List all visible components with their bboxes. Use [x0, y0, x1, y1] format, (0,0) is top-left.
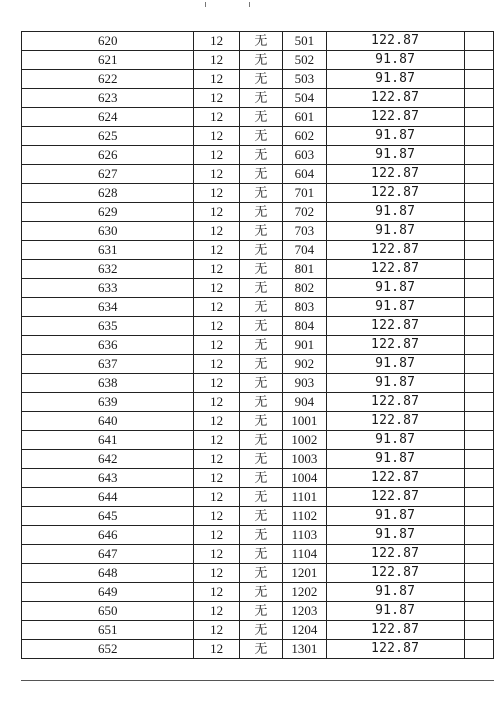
table-row	[22, 469, 494, 488]
area-cell: 122.87	[326, 564, 464, 583]
table-row	[22, 602, 494, 621]
type-cell: 无	[239, 146, 282, 165]
area-cell: 122.87	[326, 545, 464, 564]
type-cell: 无	[239, 127, 282, 146]
floors-cell: 12	[194, 602, 239, 621]
room-number-cell: 901	[283, 336, 327, 355]
row-number-cell: 631	[22, 241, 194, 260]
room-number-cell: 702	[283, 203, 327, 222]
area-cell: 122.87	[326, 412, 464, 431]
type-cell: 无	[239, 431, 282, 450]
area-cell: 122.87	[326, 241, 464, 260]
room-number-cell: 1102	[283, 507, 327, 526]
floors-cell: 12	[194, 241, 239, 260]
table-row	[22, 165, 494, 184]
floors-cell: 12	[194, 488, 239, 507]
table-row	[22, 412, 494, 431]
type-cell: 无	[239, 260, 282, 279]
area-cell: 122.87	[326, 621, 464, 640]
table-row	[22, 32, 494, 51]
cut-off-column-cell	[464, 184, 493, 203]
cut-off-column-cell	[464, 146, 493, 165]
cut-off-column-cell	[464, 298, 493, 317]
page-bottom-line	[21, 680, 494, 681]
room-number-cell: 1203	[283, 602, 327, 621]
unit-area-table	[21, 31, 494, 659]
row-number-cell: 652	[22, 640, 194, 659]
floors-cell: 12	[194, 70, 239, 89]
type-cell: 无	[239, 640, 282, 659]
row-number-cell: 651	[22, 621, 194, 640]
row-number-cell: 635	[22, 317, 194, 336]
table-row	[22, 184, 494, 203]
room-number-cell: 701	[283, 184, 327, 203]
area-cell: 91.87	[326, 146, 464, 165]
room-number-cell: 602	[283, 127, 327, 146]
row-number-cell: 623	[22, 89, 194, 108]
table-row	[22, 583, 494, 602]
cut-off-column-cell	[464, 203, 493, 222]
table-row	[22, 298, 494, 317]
table-row	[22, 393, 494, 412]
type-cell: 无	[239, 488, 282, 507]
area-cell: 122.87	[326, 336, 464, 355]
table-row	[22, 89, 494, 108]
room-number-cell: 1001	[283, 412, 327, 431]
table-row	[22, 108, 494, 127]
cut-off-column-cell	[464, 412, 493, 431]
floors-cell: 12	[194, 279, 239, 298]
row-number-cell: 632	[22, 260, 194, 279]
row-number-cell: 644	[22, 488, 194, 507]
area-cell: 122.87	[326, 32, 464, 51]
table-row	[22, 222, 494, 241]
cut-off-column-cell	[464, 279, 493, 298]
type-cell: 无	[239, 336, 282, 355]
scan-tick-mark	[205, 2, 206, 7]
row-number-cell: 647	[22, 545, 194, 564]
row-number-cell: 634	[22, 298, 194, 317]
floors-cell: 12	[194, 526, 239, 545]
type-cell: 无	[239, 89, 282, 108]
room-number-cell: 603	[283, 146, 327, 165]
area-cell: 122.87	[326, 184, 464, 203]
cut-off-column-cell	[464, 450, 493, 469]
floors-cell: 12	[194, 507, 239, 526]
cut-off-column-cell	[464, 583, 493, 602]
room-number-cell: 902	[283, 355, 327, 374]
floors-cell: 12	[194, 564, 239, 583]
table-row	[22, 564, 494, 583]
floors-cell: 12	[194, 412, 239, 431]
type-cell: 无	[239, 203, 282, 222]
row-number-cell: 627	[22, 165, 194, 184]
type-cell: 无	[239, 108, 282, 127]
floors-cell: 12	[194, 355, 239, 374]
type-cell: 无	[239, 241, 282, 260]
type-cell: 无	[239, 51, 282, 70]
floors-cell: 12	[194, 260, 239, 279]
floors-cell: 12	[194, 146, 239, 165]
type-cell: 无	[239, 602, 282, 621]
floors-cell: 12	[194, 640, 239, 659]
room-number-cell: 604	[283, 165, 327, 184]
type-cell: 无	[239, 507, 282, 526]
row-number-cell: 624	[22, 108, 194, 127]
table-row	[22, 374, 494, 393]
cut-off-column-cell	[464, 108, 493, 127]
room-number-cell: 1104	[283, 545, 327, 564]
area-cell: 91.87	[326, 70, 464, 89]
type-cell: 无	[239, 374, 282, 393]
room-number-cell: 703	[283, 222, 327, 241]
floors-cell: 12	[194, 336, 239, 355]
table-row	[22, 355, 494, 374]
room-number-cell: 503	[283, 70, 327, 89]
type-cell: 无	[239, 526, 282, 545]
table-row	[22, 545, 494, 564]
table-row	[22, 279, 494, 298]
type-cell: 无	[239, 298, 282, 317]
row-number-cell: 621	[22, 51, 194, 70]
row-number-cell: 638	[22, 374, 194, 393]
row-number-cell: 646	[22, 526, 194, 545]
area-cell: 122.87	[326, 469, 464, 488]
floors-cell: 12	[194, 184, 239, 203]
area-cell: 122.87	[326, 488, 464, 507]
area-cell: 91.87	[326, 298, 464, 317]
cut-off-column-cell	[464, 621, 493, 640]
row-number-cell: 650	[22, 602, 194, 621]
table-row	[22, 507, 494, 526]
row-number-cell: 630	[22, 222, 194, 241]
room-number-cell: 1202	[283, 583, 327, 602]
area-cell: 91.87	[326, 279, 464, 298]
cut-off-column-cell	[464, 602, 493, 621]
cut-off-column-cell	[464, 222, 493, 241]
table-row	[22, 51, 494, 70]
table-row	[22, 127, 494, 146]
floors-cell: 12	[194, 393, 239, 412]
area-cell: 122.87	[326, 393, 464, 412]
area-cell: 122.87	[326, 317, 464, 336]
floors-cell: 12	[194, 108, 239, 127]
area-cell: 91.87	[326, 203, 464, 222]
table-row	[22, 526, 494, 545]
cut-off-column-cell	[464, 374, 493, 393]
area-cell: 91.87	[326, 355, 464, 374]
room-number-cell: 601	[283, 108, 327, 127]
row-number-cell: 640	[22, 412, 194, 431]
floors-cell: 12	[194, 450, 239, 469]
table-row	[22, 146, 494, 165]
area-cell: 91.87	[326, 222, 464, 241]
area-cell: 122.87	[326, 108, 464, 127]
type-cell: 无	[239, 412, 282, 431]
table-row	[22, 260, 494, 279]
floors-cell: 12	[194, 374, 239, 393]
floors-cell: 12	[194, 32, 239, 51]
area-cell: 122.87	[326, 165, 464, 184]
room-number-cell: 704	[283, 241, 327, 260]
room-number-cell: 1004	[283, 469, 327, 488]
table-row	[22, 488, 494, 507]
row-number-cell: 633	[22, 279, 194, 298]
table-row	[22, 70, 494, 89]
type-cell: 无	[239, 583, 282, 602]
cut-off-column-cell	[464, 165, 493, 184]
area-cell: 91.87	[326, 127, 464, 146]
table-row	[22, 431, 494, 450]
floors-cell: 12	[194, 545, 239, 564]
room-number-cell: 1002	[283, 431, 327, 450]
row-number-cell: 641	[22, 431, 194, 450]
row-number-cell: 622	[22, 70, 194, 89]
room-number-cell: 504	[283, 89, 327, 108]
table-row	[22, 640, 494, 659]
type-cell: 无	[239, 279, 282, 298]
cut-off-column-cell	[464, 70, 493, 89]
room-number-cell: 803	[283, 298, 327, 317]
row-number-cell: 642	[22, 450, 194, 469]
type-cell: 无	[239, 545, 282, 564]
room-number-cell: 802	[283, 279, 327, 298]
floors-cell: 12	[194, 583, 239, 602]
row-number-cell: 620	[22, 32, 194, 51]
type-cell: 无	[239, 165, 282, 184]
row-number-cell: 648	[22, 564, 194, 583]
floors-cell: 12	[194, 51, 239, 70]
area-cell: 91.87	[326, 507, 464, 526]
area-cell: 91.87	[326, 602, 464, 621]
type-cell: 无	[239, 564, 282, 583]
cut-off-column-cell	[464, 393, 493, 412]
row-number-cell: 636	[22, 336, 194, 355]
cut-off-column-cell	[464, 469, 493, 488]
floors-cell: 12	[194, 298, 239, 317]
floors-cell: 12	[194, 317, 239, 336]
floors-cell: 12	[194, 203, 239, 222]
cut-off-column-cell	[464, 127, 493, 146]
row-number-cell: 643	[22, 469, 194, 488]
table-row	[22, 241, 494, 260]
room-number-cell: 502	[283, 51, 327, 70]
area-cell: 122.87	[326, 260, 464, 279]
type-cell: 无	[239, 450, 282, 469]
cut-off-column-cell	[464, 564, 493, 583]
row-number-cell: 628	[22, 184, 194, 203]
row-number-cell: 629	[22, 203, 194, 222]
type-cell: 无	[239, 393, 282, 412]
row-number-cell: 649	[22, 583, 194, 602]
cut-off-column-cell	[464, 336, 493, 355]
cut-off-column-cell	[464, 355, 493, 374]
type-cell: 无	[239, 317, 282, 336]
area-cell: 91.87	[326, 450, 464, 469]
area-cell: 91.87	[326, 431, 464, 450]
type-cell: 无	[239, 70, 282, 89]
room-number-cell: 801	[283, 260, 327, 279]
table-row	[22, 203, 494, 222]
row-number-cell: 626	[22, 146, 194, 165]
floors-cell: 12	[194, 89, 239, 108]
floors-cell: 12	[194, 431, 239, 450]
cut-off-column-cell	[464, 431, 493, 450]
floors-cell: 12	[194, 621, 239, 640]
type-cell: 无	[239, 32, 282, 51]
cut-off-column-cell	[464, 640, 493, 659]
cut-off-column-cell	[464, 526, 493, 545]
row-number-cell: 639	[22, 393, 194, 412]
type-cell: 无	[239, 469, 282, 488]
area-cell: 91.87	[326, 583, 464, 602]
area-cell: 91.87	[326, 526, 464, 545]
table-row	[22, 621, 494, 640]
row-number-cell: 625	[22, 127, 194, 146]
room-number-cell: 1003	[283, 450, 327, 469]
type-cell: 无	[239, 355, 282, 374]
table-row	[22, 450, 494, 469]
table-row	[22, 336, 494, 355]
area-cell: 122.87	[326, 89, 464, 108]
scan-tick-mark	[249, 2, 250, 7]
area-cell: 122.87	[326, 640, 464, 659]
floors-cell: 12	[194, 165, 239, 184]
type-cell: 无	[239, 621, 282, 640]
room-number-cell: 1204	[283, 621, 327, 640]
room-number-cell: 1103	[283, 526, 327, 545]
room-number-cell: 1201	[283, 564, 327, 583]
room-number-cell: 903	[283, 374, 327, 393]
cut-off-column-cell	[464, 51, 493, 70]
room-number-cell: 1301	[283, 640, 327, 659]
floors-cell: 12	[194, 469, 239, 488]
room-number-cell: 904	[283, 393, 327, 412]
type-cell: 无	[239, 222, 282, 241]
cut-off-column-cell	[464, 241, 493, 260]
type-cell: 无	[239, 184, 282, 203]
table-row	[22, 317, 494, 336]
cut-off-column-cell	[464, 545, 493, 564]
row-number-cell: 637	[22, 355, 194, 374]
table-body	[22, 32, 494, 659]
room-number-cell: 804	[283, 317, 327, 336]
cut-off-column-cell	[464, 260, 493, 279]
room-number-cell: 1101	[283, 488, 327, 507]
cut-off-column-cell	[464, 488, 493, 507]
row-number-cell: 645	[22, 507, 194, 526]
floors-cell: 12	[194, 222, 239, 241]
cut-off-column-cell	[464, 507, 493, 526]
cut-off-column-cell	[464, 317, 493, 336]
area-cell: 91.87	[326, 374, 464, 393]
room-number-cell: 501	[283, 32, 327, 51]
cut-off-column-cell	[464, 89, 493, 108]
area-cell: 91.87	[326, 51, 464, 70]
floors-cell: 12	[194, 127, 239, 146]
cut-off-column-cell	[464, 32, 493, 51]
